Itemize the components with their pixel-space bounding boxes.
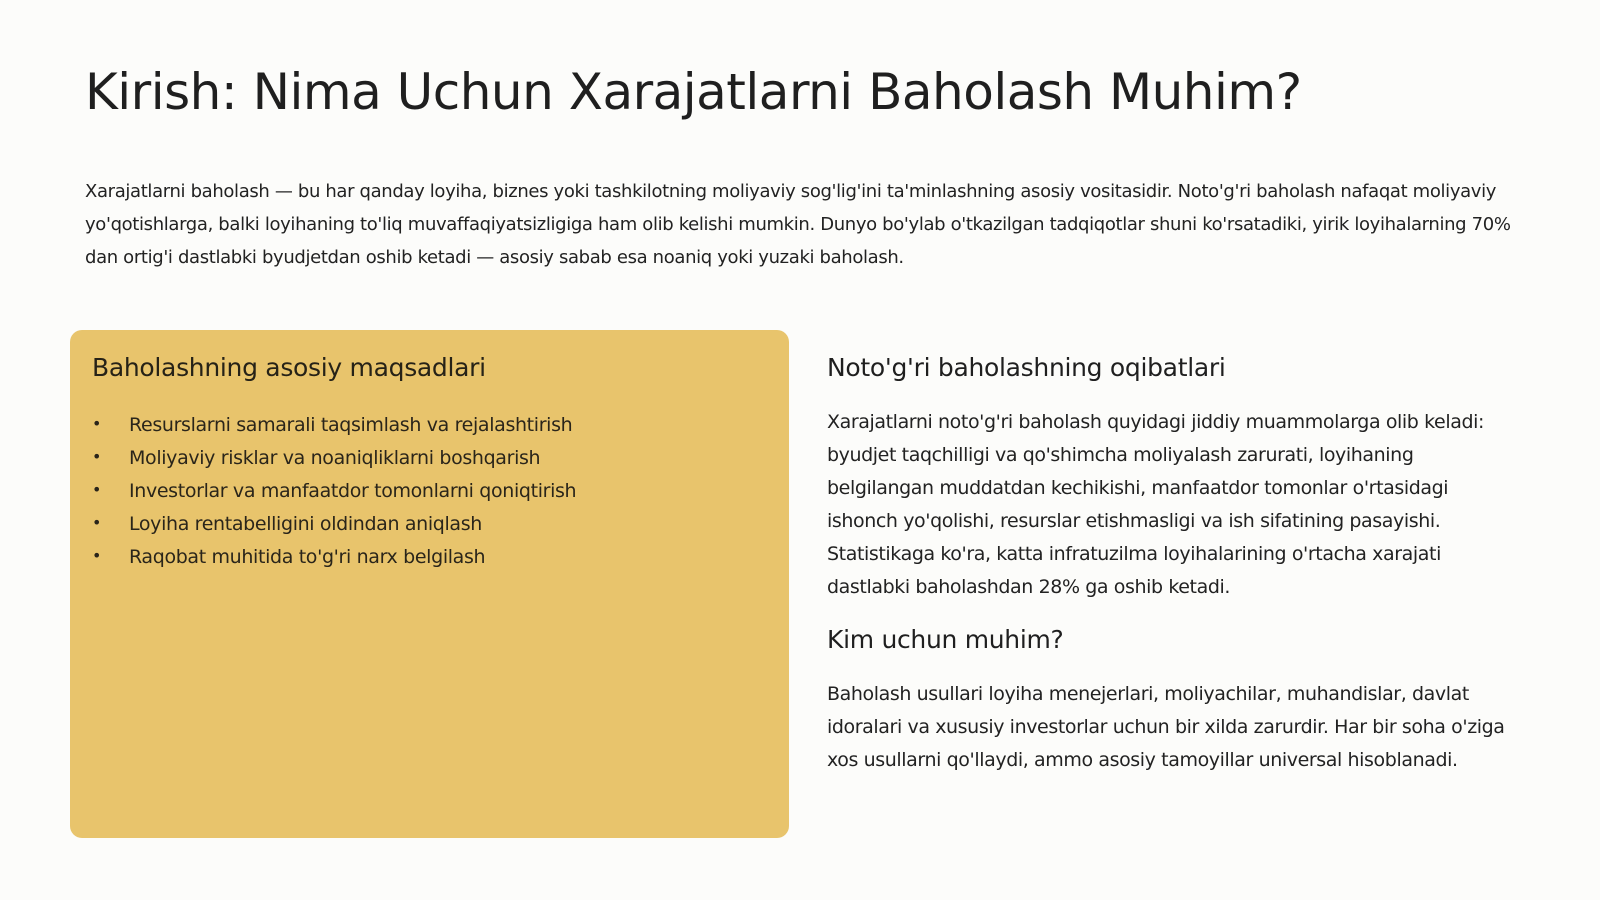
- objectives-card: [70, 330, 789, 838]
- objectives-list: [92, 409, 767, 574]
- bullet-icon: •: [92, 546, 102, 565]
- objectives-heading: Baholashning asosiy maqsadlari: [92, 353, 486, 382]
- list-item-text: Investorlar va manfaatdor tomonlarni qoniqtirish: [129, 480, 577, 502]
- consequences-heading: Noto'g'ri baholashning oqibatlari: [827, 353, 1226, 382]
- right-column: [827, 352, 1517, 777]
- bullet-icon: •: [92, 480, 102, 499]
- page-title: Kirish: Nima Uchun Xarajatlarni Baholash Muhim?: [85, 63, 1302, 121]
- bullet-icon: •: [92, 513, 102, 532]
- list-item-text: Raqobat muhitida to'g'ri narx belgilash: [129, 546, 486, 568]
- list-item: [92, 541, 767, 574]
- audience-paragraph: Baholash usullari loyiha menejerlari, moliyachilar, muhandislar, davlat idoralari va xususiy investorlar uchun bir xilda zarurdir. Har bir soha o'ziga xos usullarni qo'llaydi, ammo asosiy tamoyillar universal hisoblanadi.: [827, 683, 1505, 771]
- list-item: [92, 475, 767, 508]
- list-item-text: Loyiha rentabelligini oldindan aniqlash: [129, 513, 482, 535]
- list-item: [92, 442, 767, 475]
- bullet-icon: •: [92, 447, 102, 466]
- intro-paragraph: Xarajatlarni baholash — bu har qanday loyiha, biznes yoki tashkilotning moliyaviy sog'lig'ini ta'minlashning asosiy vositasidir. Noto'g'ri baholash nafaqat moliyaviy yo'qotishlarga, balki loyihaning to'liq muvaffaqiyatsizligiga ham olib kelishi mumkin. Dunyo bo'ylab o'tkazilgan tadqiqotlar shuni ko'rsatadiki, yirik loyihalarning 70% dan ortig'i dastlabki byudjetdan oshib ketadi — asosiy sabab esa noaniq yoki yuzaki baholash.: [85, 181, 1511, 268]
- list-item: [92, 409, 767, 442]
- list-item: [92, 508, 767, 541]
- list-item-text: Resurslarni samarali taqsimlash va rejalashtirish: [129, 414, 573, 436]
- bullet-icon: •: [92, 414, 102, 433]
- list-item-text: Moliyaviy risklar va noaniqliklarni boshqarish: [129, 447, 541, 469]
- audience-heading: Kim uchun muhim?: [827, 625, 1064, 654]
- consequences-paragraph: Xarajatlarni noto'g'ri baholash quyidagi jiddiy muammolarga olib keladi: byudjet taqchilligi va qo'shimcha moliyalash zarurati, loyihaning belgilangan muddatdan kechikishi, manfaatdor tomonlar o'rtasidagi ishonch yo'qolishi, resurslar etishmasligi va ish sifatining pasayishi. Statistikaga ko'ra, katta infratuzilma loyihalarining o'rtacha xarajati dastlabki baholashdan 28% ga oshib ketadi.: [827, 411, 1484, 598]
